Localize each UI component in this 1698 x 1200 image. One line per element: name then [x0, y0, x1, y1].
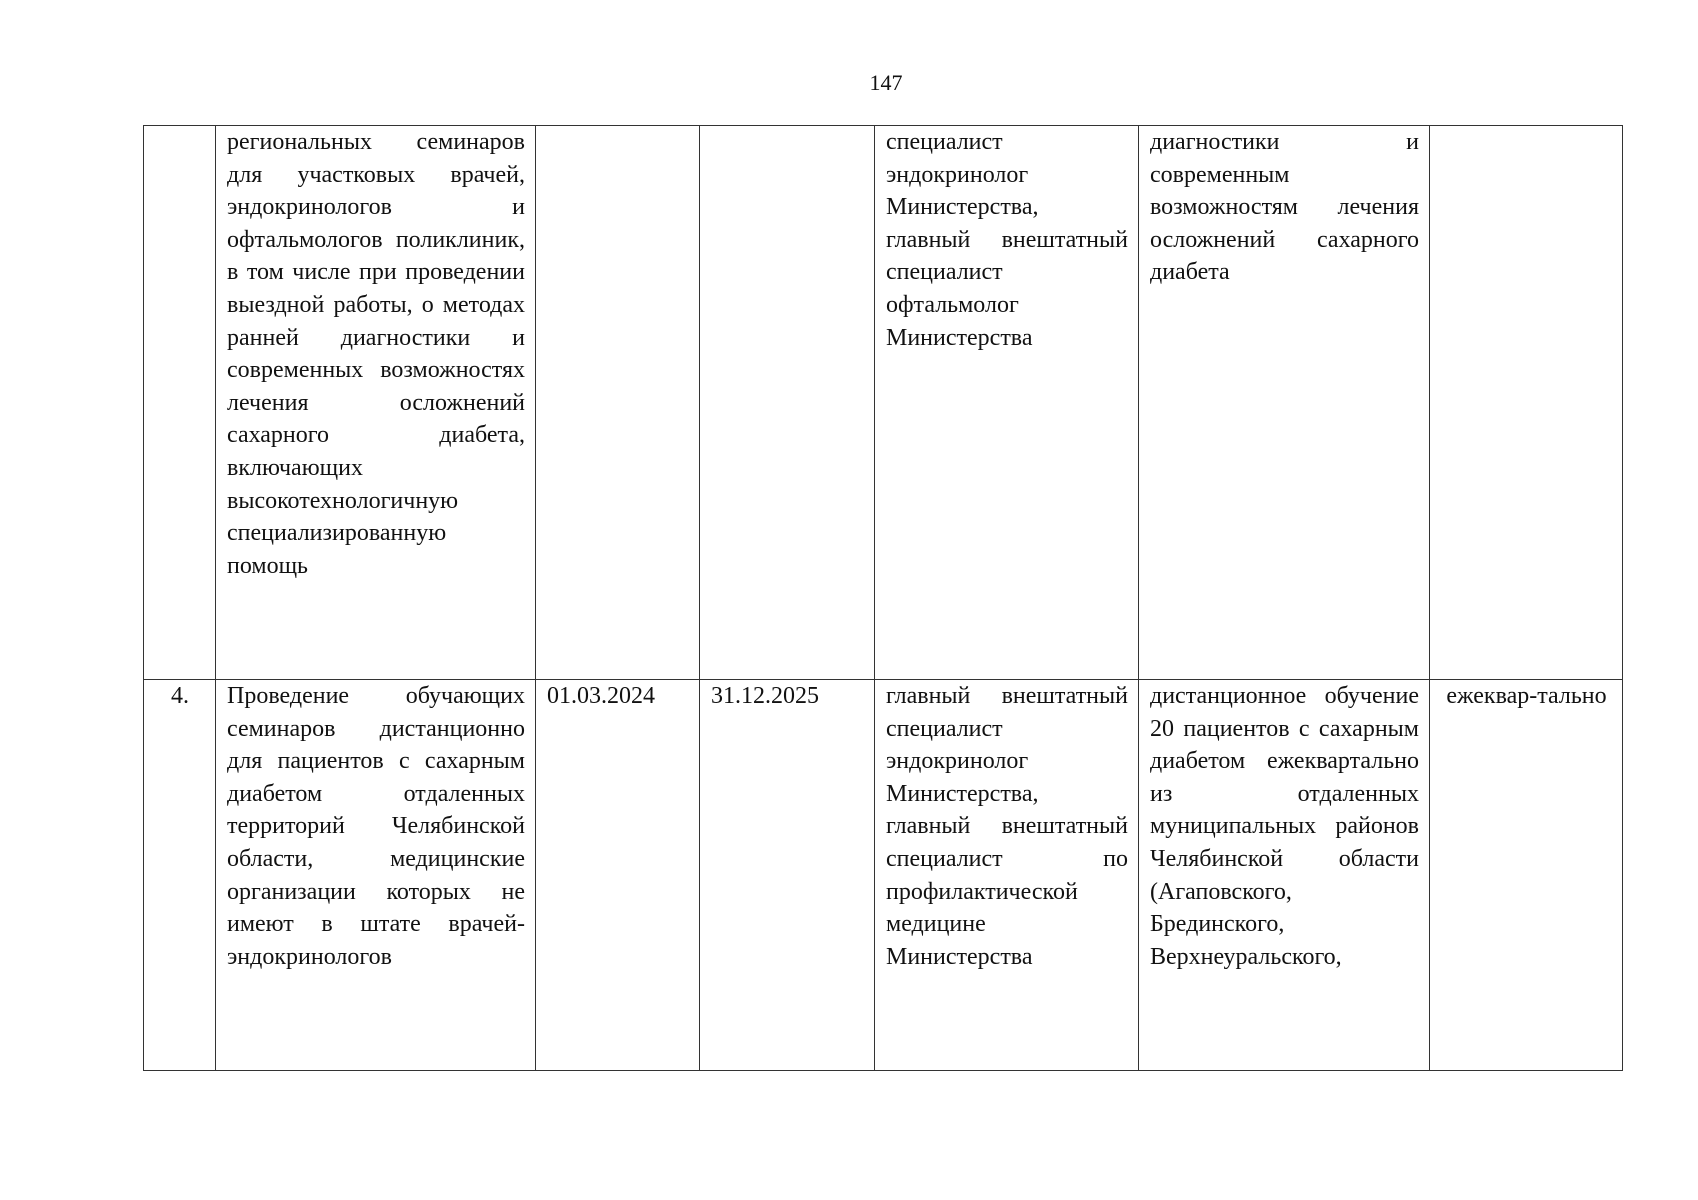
end-date-cell: 31.12.2025 — [700, 680, 875, 1071]
plan-table — [143, 125, 1623, 1071]
start-date-cell — [536, 126, 700, 680]
activity-cell: Проведение обучающих семинаров дистанционно для пациентов с сахарным диабетом отдаленных территорий Челябинской области, медицинские организации которых не имеют в штате врачей-эндокринологов — [216, 680, 536, 1071]
frequency-cell: ежеквар-тально — [1430, 680, 1623, 1071]
page-number: 147 — [869, 70, 903, 95]
result-cell: диагностики и современным возможностям лечения осложнений сахарного диабета — [1139, 126, 1430, 680]
row-number-cell — [144, 126, 216, 680]
start-date-cell: 01.03.2024 — [536, 680, 700, 1071]
result-cell: дистанционное обучение 20 пациентов с сахарным диабетом ежеквартально из отдаленных муниципальных районов Челябинской области (Агаповского, Брединского, Верхнеуральского, — [1139, 680, 1430, 1071]
responsible-cell: специалист эндокринолог Министерства, главный внештатный специалист офтальмолог Министерства — [875, 126, 1139, 680]
responsible-cell: главный внештатный специалист эндокринолог Министерства, главный внештатный специалист по профилактической медицине Министерства — [875, 680, 1139, 1071]
table-row — [144, 126, 1623, 680]
table-row — [144, 680, 1623, 1071]
activity-cell: региональных семинаров для участковых врачей, эндокринологов и офтальмологов поликлиник, в том числе при проведении выездной работы, о методах ранней диагностики и современных возможностях лечения осложнений сахарного диабета, включающих высокотехнологичную специализированную помощь — [216, 126, 536, 680]
row-number-cell: 4. — [144, 680, 216, 1071]
end-date-cell — [700, 126, 875, 680]
frequency-cell — [1430, 126, 1623, 680]
